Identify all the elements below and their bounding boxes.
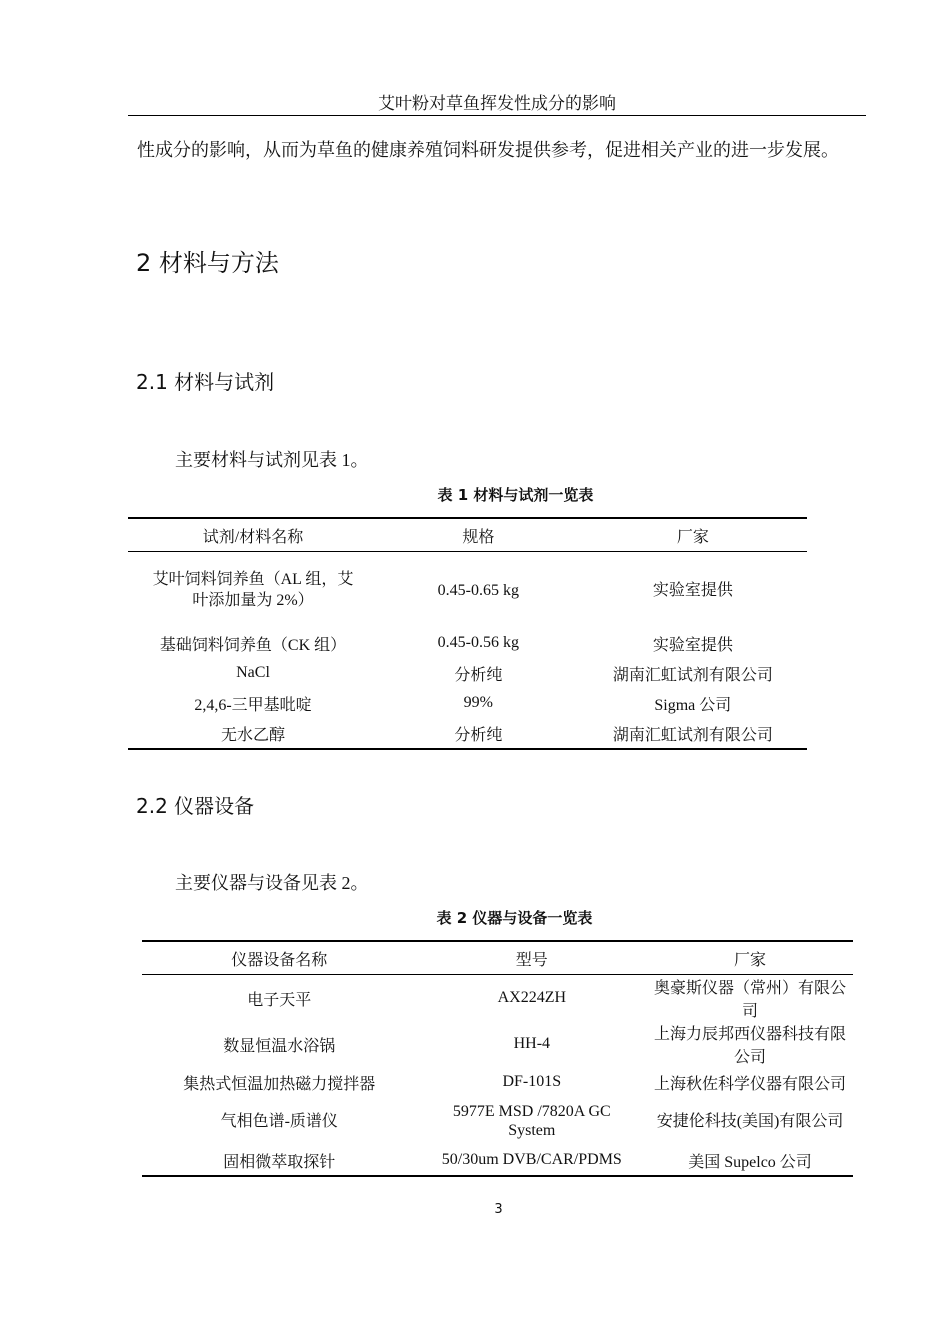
table-cell: 实验室提供 [652, 581, 733, 599]
section-heading: 2 材料与方法 [136, 249, 279, 277]
table-header-row [128, 518, 807, 552]
column-header: 厂家 [579, 518, 807, 552]
table-row [128, 688, 807, 718]
column-header: 规格 [378, 518, 579, 552]
table-cell: 电子天平 [247, 991, 312, 1009]
table-cell: 99% [463, 694, 493, 711]
table-header-row [142, 941, 853, 975]
table-row [142, 1145, 853, 1176]
equipment-intro: 主要仪器与设备见表 2。 [175, 873, 369, 893]
page-number: 3 [494, 1202, 503, 1217]
table-cell: 数显恒温水浴锅 [223, 1037, 336, 1055]
table-cell: 安捷伦科技(美国)有限公司 [656, 1112, 844, 1130]
table-cell: AX224ZH [497, 989, 567, 1006]
column-header: 型号 [417, 941, 648, 975]
table-2-caption: 表 2 仪器与设备一览表 [436, 909, 593, 927]
table-cell: 2,4,6-三甲基吡啶 [194, 696, 312, 714]
table-cell: 0.45-0.65 kg [437, 581, 519, 599]
column-header: 仪器设备名称 [142, 941, 417, 975]
column-header: 厂家 [647, 941, 853, 975]
table-row [128, 552, 807, 629]
table-cell: DF-101S [502, 1073, 562, 1090]
table-cell: 分析纯 [454, 726, 503, 744]
table-cell: 实验室提供 [652, 636, 733, 654]
table-row [128, 718, 807, 749]
materials-intro: 主要材料与试剂见表 1。 [175, 450, 369, 470]
table-row [128, 658, 807, 688]
table-row [142, 1021, 853, 1067]
table-row [142, 1067, 853, 1097]
column-header: 试剂/材料名称 [128, 518, 378, 552]
table-cell: HH-4 [513, 1035, 551, 1052]
table-row [142, 975, 853, 1022]
table-cell: Sigma 公司 [654, 696, 732, 714]
table-cell: 气相色谱-质谱仪 [220, 1112, 338, 1130]
table-cell: 无水乙醇 [221, 726, 286, 744]
table-cell: NaCl [236, 664, 270, 681]
table-cell: 5977E MSD /7820A GC System [452, 1103, 611, 1139]
subsection-heading-equipment: 2.2 仪器设备 [136, 794, 255, 818]
table-cell: 50/30um DVB/CAR/PDMS [441, 1151, 622, 1168]
running-header: 艾叶粉对草鱼挥发性成分的影响 [378, 94, 616, 113]
body-paragraph: 性成分的影响，从而为草鱼的健康养殖饲料研发提供参考，促进相关产业的进一步发展。 [137, 140, 839, 160]
materials-table [128, 517, 807, 750]
table-cell: 上海秋佐科学仪器有限公司 [654, 1075, 847, 1093]
table-cell: 分析纯 [454, 666, 503, 684]
table-row [128, 628, 807, 658]
table-cell: 湖南汇虹试剂有限公司 [612, 726, 773, 744]
table-cell: 上海力辰邦西仪器科技有限公司 [654, 1026, 847, 1066]
header-rule [128, 115, 866, 116]
table-cell: 奥豪斯仪器（常州）有限公司 [654, 980, 847, 1020]
table-cell: 湖南汇虹试剂有限公司 [612, 666, 773, 684]
table-cell: 基础饲料饲养鱼（CK 组） [159, 636, 347, 654]
subsection-heading-materials: 2.1 材料与试剂 [136, 370, 275, 394]
table-cell: 0.45-0.56 kg [437, 634, 519, 651]
table-cell: 集热式恒温加热磁力搅拌器 [183, 1075, 376, 1093]
table-1-caption: 表 1 材料与试剂一览表 [437, 486, 594, 504]
table-cell: 艾叶饲料饲养鱼（AL 组，艾叶添加量为 2%） [152, 571, 354, 609]
table-row [142, 1097, 853, 1145]
equipment-table [142, 940, 853, 1177]
table-cell: 固相微萃取探针 [223, 1153, 336, 1171]
table-cell: 美国 Supelco 公司 [688, 1153, 812, 1171]
